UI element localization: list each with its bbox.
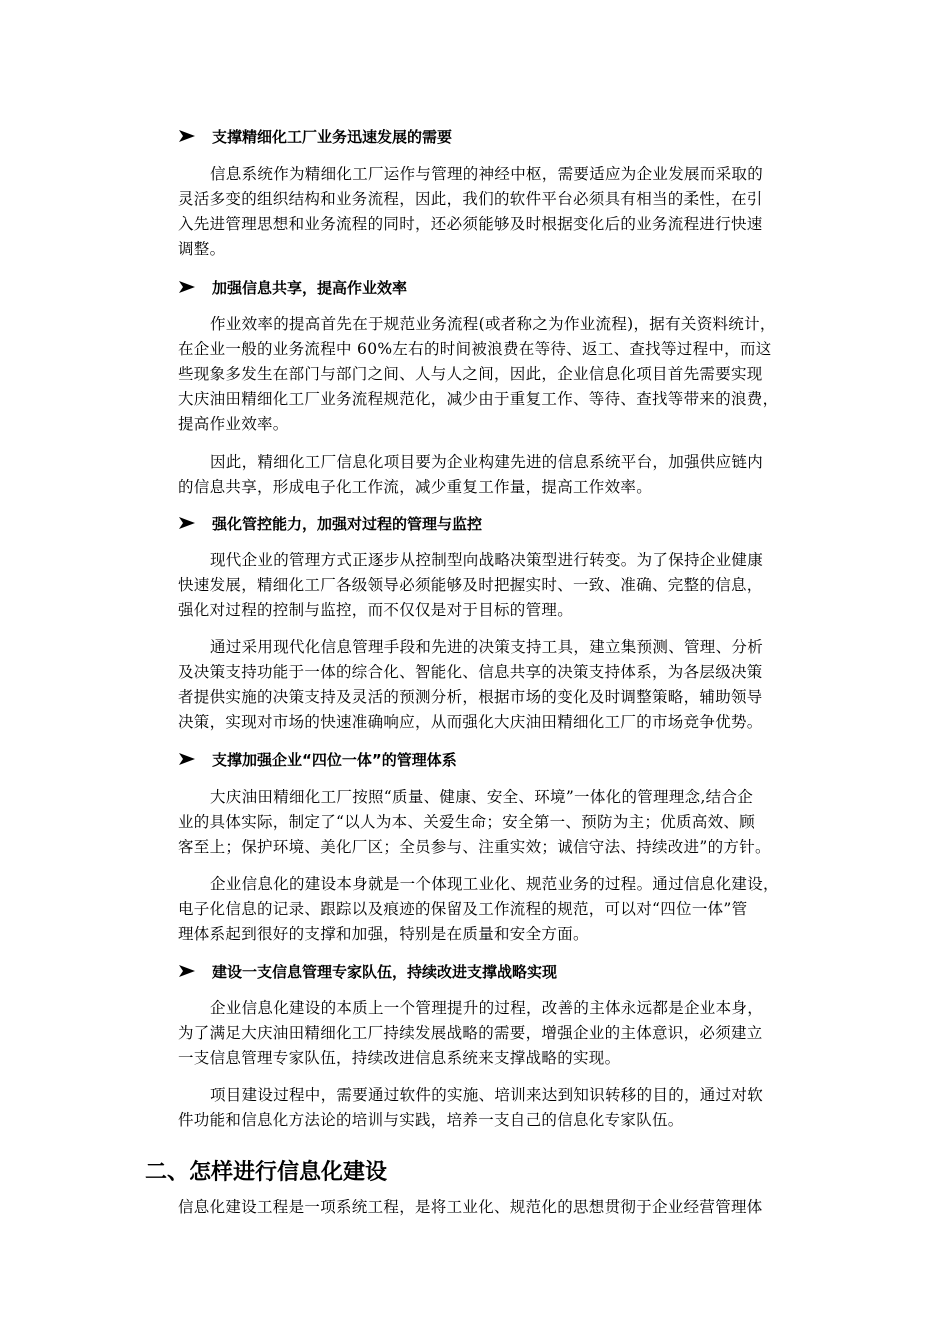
text-line: 在企业一般的业务流程中 60%左右的时间被浪费在等待、返工、查找等过程中，而这	[178, 340, 772, 358]
section-heading-text: 支撑加强企业“四位一体”的管理体系	[212, 750, 457, 769]
paragraph	[178, 635, 814, 735]
text-line: 大庆油田精细化工厂业务流程规范化，减少由于重复工作、等待、查找等带来的浪费，	[178, 390, 779, 408]
arrow-bullet-icon	[178, 752, 196, 766]
text-line: 调整。	[178, 240, 226, 258]
paragraph	[178, 996, 814, 1071]
text-line: 快速发展，精细化工厂各级领导必须能够及时把握实时、一致、准确、完整的信息，	[178, 576, 763, 594]
arrow-bullet-icon	[178, 516, 196, 530]
text-line: 项目建设过程中，需要通过软件的实施、培训来达到知识转移的目的，通过对软	[210, 1086, 764, 1104]
text-line: 企业信息化建设的本质上一个管理提升的过程，改善的主体永远都是企业本身，	[210, 999, 764, 1017]
text-line: 因此，精细化工厂信息化项目要为企业构建先进的信息系统平台，加强供应链内	[210, 453, 764, 471]
text-line: 企业信息化的建设本身就是一个体现工业化、规范业务的过程。通过信息化建设，	[210, 875, 779, 893]
paragraph	[178, 785, 814, 860]
text-line: 信息系统作为精细化工厂运作与管理的神经中枢，需要适应为企业发展而采取的	[210, 165, 764, 183]
paragraph	[178, 872, 814, 947]
arrow-bullet-icon	[178, 964, 196, 978]
text-line: 入先进管理思想和业务流程的同时，还必须能够及时根据变化后的业务流程进行快速	[178, 215, 763, 233]
text-line: 灵活多变的组织结构和业务流程，因此，我们的软件平台必须具有相当的柔性，在引	[178, 190, 763, 208]
section-heading	[178, 959, 557, 983]
section-heading-text: 加强信息共享，提高作业效率	[212, 278, 408, 297]
paragraph	[178, 312, 814, 437]
text-line: 客至上；保护环境、美化厂区；全员参与、注重实效；诚信守法、持续改进”的方针。	[178, 838, 771, 856]
section-heading-text: 建设一支信息管理专家队伍，持续改进支撑战略实现	[212, 962, 558, 981]
text-line: 些现象多发生在部门与部门之间、人与人之间，因此，企业信息化项目首先需要实现	[178, 365, 763, 383]
text-line: 的信息共享，形成电子化工作流，减少重复工作量，提高工作效率。	[178, 478, 653, 496]
section-heading-text: 强化管控能力，加强对过程的管理与监控	[212, 514, 483, 533]
section-heading	[178, 747, 457, 771]
section-heading	[178, 124, 452, 148]
paragraph	[178, 548, 814, 623]
section-heading-text: 支撑精细化工厂业务迅速发展的需要	[212, 127, 453, 146]
text-line: 大庆油田精细化工厂按照“质量、健康、安全、环境”一体化的管理理念,结合企	[210, 788, 754, 806]
arrow-bullet-icon	[178, 129, 196, 143]
text-line: 提高作业效率。	[178, 415, 289, 433]
paragraph	[178, 162, 814, 262]
chapter-heading: 二、怎样进行信息化建设	[145, 1160, 388, 1185]
arrow-bullet-icon	[178, 280, 196, 294]
text-line: 业的具体实际，制定了“以人为本、关爱生命；安全第一、预防为主；优质高效、顾	[178, 813, 756, 831]
text-line: 电子化信息的记录、跟踪以及痕迹的保留及工作流程的规范，可以对“四位一体”管	[178, 900, 748, 918]
text-line: 通过采用现代化信息管理手段和先进的决策支持工具，建立集预测、管理、分析	[210, 638, 764, 656]
text-line: 作业效率的提高首先在于规范业务流程(或者称之为作业流程)，据有关资料统计，	[210, 315, 776, 333]
text-line: 件功能和信息化方法论的培训与实践，培养一支自己的信息化专家队伍。	[178, 1111, 684, 1129]
text-line: 决策，实现对市场的快速准确响应，从而强化大庆油田精细化工厂的市场竞争优势。	[178, 713, 763, 731]
section-heading	[178, 275, 407, 299]
text-line: 强化对过程的控制与监控，而不仅仅是对于目标的管理。	[178, 601, 574, 619]
section-heading	[178, 511, 482, 535]
text-line: 理体系起到很好的支撑和加强，特别是在质量和安全方面。	[178, 925, 589, 943]
text-line: 者提供实施的决策支持及灵活的预测分析，根据市场的变化及时调整策略，辅助领导	[178, 688, 763, 706]
paragraph	[178, 450, 814, 500]
text-line: 为了满足大庆油田精细化工厂持续发展战略的需要，增强企业的主体意识，必须建立	[178, 1024, 763, 1042]
text-line: 及决策支持功能于一体的综合化、智能化、信息共享的决策支持体系，为各层级决策	[178, 663, 763, 681]
text-line: 现代企业的管理方式正逐步从控制型向战略决策型进行转变。为了保持企业健康	[210, 551, 764, 569]
paragraph	[178, 1083, 814, 1133]
paragraph	[178, 1195, 814, 1220]
text-line: 信息化建设工程是一项系统工程，是将工业化、规范化的思想贯彻于企业经营管理体	[178, 1198, 763, 1216]
text-line: 一支信息管理专家队伍，持续改进信息系统来支撑战略的实现。	[178, 1049, 621, 1067]
